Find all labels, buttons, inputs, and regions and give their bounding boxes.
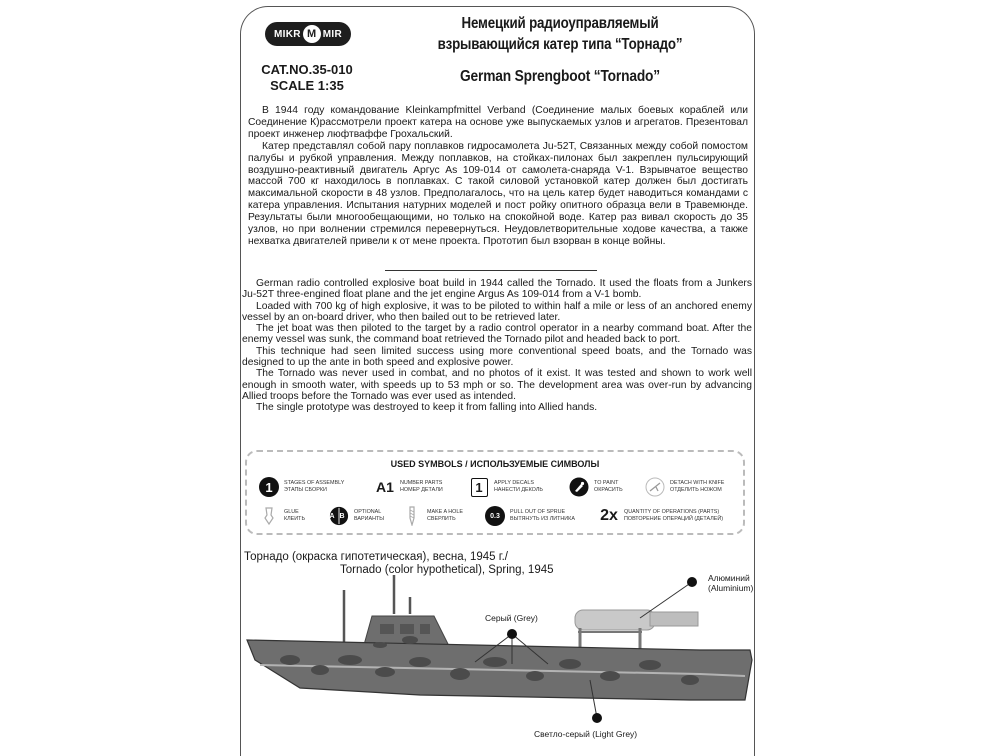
brand-emblem-icon: M (303, 25, 321, 43)
symbol-label-en: QUANTITY OF OPERATIONS (PARTS) (624, 509, 720, 516)
paint-marker-icon (592, 713, 602, 723)
symbol-label-en: GLUE (284, 509, 299, 516)
camo-blot (402, 636, 418, 644)
cabin-window (420, 624, 430, 634)
jet-engine (575, 610, 655, 630)
brand-right: MIR (322, 28, 342, 40)
brand-left: MIKR (274, 28, 301, 40)
sprue-icon: 0.3 (485, 506, 505, 526)
paragraph-en: Loaded with 700 kg of high explosive, it was to be piloted to within half a mile or less of an anchored enemy vessel by an on-board driver, who then bailed out to be retrieved later. (242, 300, 752, 323)
symbol-label-ru: КЛЕИТЬ (284, 516, 305, 522)
title-ru-line1: Немецкий радиоуправляемый (461, 15, 659, 32)
paragraph-en: The jet boat was then piloted to the target by a radio control operator in a nearby command boat. After the enemy vessel was sunk, the command boat retrieved the Tornado pilot and headed back to port. (242, 323, 752, 346)
symbol-label-ru: ВАРИАНТЫ (354, 516, 385, 522)
symbol-label-ru: ОКРАСИТЬ (594, 487, 623, 493)
title-ru-line2: взрывающийся катер типа “Торнадо” (437, 36, 683, 53)
camo-blot (375, 667, 395, 677)
symbol-label-ru: ПОВТОРЕНИЕ ОПЕРАЦИЙ (ДЕТАЛЕЙ) (624, 516, 723, 522)
optional-b: B (339, 512, 345, 520)
symbol-label-ru: НАНЕСТИ ДЕКОЛЬ (494, 487, 543, 493)
color-name-ru: Алюминий (708, 573, 750, 583)
camo-blot (409, 657, 431, 667)
symbol-label-en: DETACH WITH KNIFE (670, 480, 725, 487)
symbol-label-en: PULL OUT OF SPRUE (510, 509, 566, 516)
paragraph-ru: В 1944 году командование Kleinkampfmittel Verband (Соединение малых боевых кораблей или Соединение К)рассмотрели проект катера на основе уже выпускаемых узлов и агрегатов. Презентовал проект инженер люфтваффе Грохальский. (248, 105, 748, 140)
symbol-label-en: MAKE A HOLE (427, 509, 463, 516)
camo-blot (338, 655, 362, 665)
camo-blot (483, 657, 507, 667)
paragraph-en: The Tornado was never used in combat, and no photos of it exist. It was tested and shown to work well enough in smooth water, with speeds up to 53 mph or so. The development area was over-run by advancing Allied troops before the Tornado was ever used as intended. (242, 368, 752, 402)
symbol-label-ru: ЭТАПЫ СБОРКИ (284, 487, 327, 493)
paragraph-en: This technique had seen limited success using more conventional speed boats, and the Tornado was designed to up the ante in both speed and explosive power. (242, 345, 752, 369)
cabin-window (400, 624, 414, 634)
camo-blot (639, 660, 661, 670)
paragraph-en: German radio controlled explosive boat build in 1944 called the Tornado. It used the floats from a Junkers Ju-52T three-engined float plane and the jet engine Argus As 109-014 from a V-1 bomb. (242, 278, 752, 301)
color-label-grey: Серый (Grey) (485, 613, 538, 623)
paint-marker-icon (507, 629, 517, 639)
symbol-label-en: STAGES OF ASSEMBLY (284, 480, 345, 487)
stage-number-icon: 1 (259, 477, 279, 497)
color-name-en: (Aluminium) (708, 583, 754, 593)
camo-blot (681, 675, 699, 685)
camo-blot (280, 655, 300, 665)
legend-title: USED SYMBOLS / ИСПОЛЬЗУЕМЫЕ СИМВОЛЫ (390, 459, 600, 469)
symbol-label-ru: ОТДЕЛИТЬ НОЖОМ (670, 487, 722, 493)
camo-blot (559, 659, 581, 669)
optional-a: A (329, 512, 335, 520)
camo-blot (600, 671, 620, 681)
paint-marker-icon (687, 577, 697, 587)
title-en: German Sprengboot “Tornado” (460, 68, 660, 85)
catalog-number: CAT.NO.35-010 (261, 62, 353, 77)
cabin-window (380, 624, 394, 634)
camo-blot (526, 671, 544, 681)
quantity-icon: 2x (600, 507, 618, 524)
symbol-label-en: APPLY DECALS (494, 480, 534, 487)
camo-blot (450, 668, 470, 680)
symbol-label-ru: НОМЕР ДЕТАЛИ (400, 487, 443, 493)
symbol-label-en: TO PAINT (594, 480, 619, 487)
camo-blot (373, 642, 387, 648)
symbol-label-ru: СВЕРЛИТЬ (427, 516, 456, 522)
catalog-scale: SCALE 1:35 (270, 78, 344, 93)
color-label-light-grey: Светло-серый (Light Grey) (534, 729, 638, 739)
profile-caption-ru: Торнадо (окраска гипотетическая), весна, 1945 г./ (244, 551, 508, 563)
symbol-label-en: OPTIONAL (354, 509, 382, 516)
profile-caption-en: Tornado (color hypothetical), Spring, 1945 (340, 564, 554, 576)
jet-engine-tail (650, 612, 698, 626)
color-label-aluminium (708, 573, 753, 593)
symbol-label-ru: ВЫТЯНУТЬ ИЗ ЛИТНИКА (510, 516, 575, 522)
paragraph-ru: Катер представлял собой пару поплавков гидросамолета Ju-52T, Связанных между собой помостом палубы и рубкой управления. Между поплавков, на стойках-пилонах был закреплен пульсирующий воздушно-реактивный двигатель Аргус As 109-014 от самолета-снаряда V-1. Взрывчатое вещество массой 700 кг находилось в поплавках. С такой силовой установкой катер должен был достигать максимальной скорости в 48 узлов. Предполагалось, что на цель катер будет наводиться командами с катера управления. Испытания натурних моделей и пост ройку опитного образца вели в Травемюнде. Результаты были многообещающими, но только на спокойной воде. Катер раз вивал скорость до 35 узлов, но при волнении стремился перевернуться. Неудовлетворительные ходове качества, а также нехватка двигателей привели к от мене проекта. Прототип был взорван в конце войны. (248, 140, 748, 247)
decal-icon: 1 (471, 478, 488, 497)
symbol-label-en: NUMBER PARTS (400, 480, 443, 487)
paragraph-en: The single prototype was destroyed to keep it from falling into Allied hands. (256, 402, 598, 414)
camo-blot (311, 665, 329, 675)
part-number-icon: A1 (376, 479, 394, 495)
